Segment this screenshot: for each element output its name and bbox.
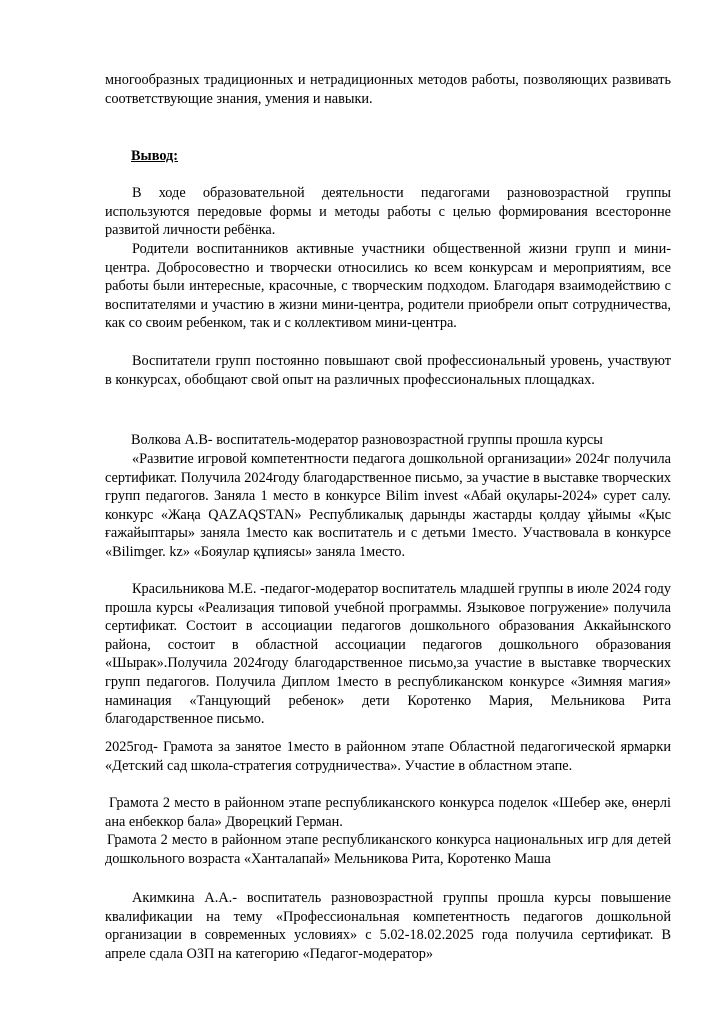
paragraph-gramota-2: Грамота 2 место в районном этапе республиканского конкурса национальных игр для детей дошкольного возраста «Ханталапай» Мельникова Рита, Коротенко Маша	[105, 832, 671, 867]
paragraph-volkova: «Развитие игровой компетентности педагога дошкольной организации» 2024г получила сертификат. Получила 2024году благодарственное письмо, за участие в выставке творческих групп педагогов. Заняла 1 место в конкурсе Bilim invest «Абай оқулары-2024» сурет салу. конкурс «Жаңа QAZAQSTAN» Республикалық дарынды жастарды қолдау ұйымы «Қыс ғажайыптары» заняла 1место как воспитатель и с детьми 1место. Участвовала в конкурсе «Bilimger. kz» «Бояулар құпиясы» заняла 1место.	[105, 451, 671, 560]
conclusion-heading: Вывод:	[131, 148, 179, 164]
paragraph-gramota-1: Грамота 2 место в районном этапе республиканского конкурса поделок «Шебер әке, өнерлі ана енбеккор бала» Дворецкий Герман.	[105, 795, 671, 830]
paragraph-krasilnikova: Красильникова М.Е. -педагог-модератор воспитатель младшей группы в июле 2024 году прошла курсы «Реализация типовой учебной программы. Языковое погружение» получила сертификат. Состоит в ассоциации педагогов дошкольного образования Аккайынского района, состоит в областной ассоциации педагогов дошкольного образования «Шырак».Получила 2024году благодарственное письмо,за участие в выставке творческих групп педагогов. Получила Диплом 1место в республиканском конкурсе «Зимняя магия» наминация «Танцующий ребенок» дети Коротенко Мария, Мельникова Рита благодарственное письмо.	[105, 581, 671, 728]
paragraph-akimkina: Акимкина А.А.- воспитатель разновозрастной группы прошла курсы повышение квалификации на тему «Профессиональная компетентность педагогов дошкольной организации в современных условиях» с 5.02-18.02.2025 года получила сертификат. В апреле сдала ОЗП на категорию «Педагог-модератор»	[105, 890, 671, 962]
paragraph-intro: многообразных традиционных и нетрадиционных методов работы, позволяющих развивать соответствующие знания, умения и навыки.	[105, 72, 671, 107]
paragraph-conclusion-2: Родители воспитанников активные участники общественной жизни групп и мини-центра. Добросовестно и творчески относились ко всем конкурсам и мероприятиям, все работы были интересные, красочные, с творческим подходом. Благодаря взаимодействию с воспитателями и участию в жизни мини-центра, родители приобрели опыт сотрудничества, как со своим ребенком, так и с коллективом мини-центра.	[105, 241, 671, 332]
paragraph-conclusion-3: Воспитатели групп постоянно повышают свой профессиональный уровень, участвуют в конкурсах, обобщают свой опыт на различных профессиональных площадках.	[105, 353, 671, 388]
paragraph-conclusion-1: В ходе образовательной деятельности педагогами разновозрастной группы используются передовые формы и методы работы с целью формирования всесторонне развитой личности ребёнка.	[105, 185, 671, 239]
paragraph-2025: 2025год- Грамота за занятое 1место в районном этапе Областной педагогической ярмарки «Детский сад школа-стратегия сотрудничества». Участие в областном этапе.	[105, 739, 671, 774]
paragraph-volkova-first-line: Волкова А.В- воспитатель-модератор разновозрастной группы прошла курсы	[131, 432, 603, 448]
